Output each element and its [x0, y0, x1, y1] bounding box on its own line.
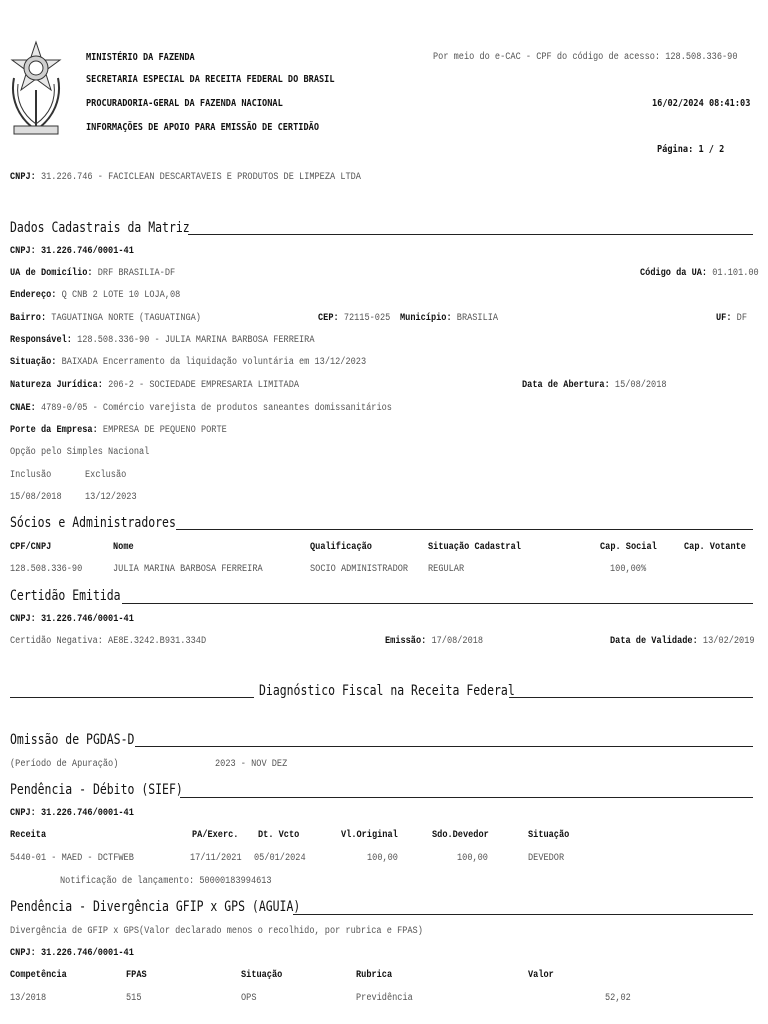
header-informacoes: INFORMAÇÕES DE APOIO PARA EMISSÃO DE CERTIDÃO: [86, 122, 320, 133]
sief-situacao: DEVEDOR: [528, 853, 565, 864]
sief-pa: 17/11/2021: [190, 853, 242, 864]
exclusao-value: 13/12/2023: [85, 492, 137, 503]
socios-header-cpf: CPF/CNPJ: [10, 542, 52, 553]
cnpj-company: CNPJ: 31.226.746 - FACICLEAN DESCARTAVEIS E PRODUTOS DE LIMPEZA LTDA: [10, 172, 361, 183]
certidao-cnpj: CNPJ: 31.226.746/0001-41: [10, 614, 134, 625]
endereco: Endereço: Q CNB 2 LOTE 10 LOJA,08: [10, 290, 181, 301]
socio-qualificacao: SOCIO ADMINISTRADOR: [310, 564, 409, 575]
cnae: CNAE: 4789-0/05 - Comércio varejista de produtos saneantes domissanitários: [10, 403, 392, 414]
socio-situacao: REGULAR: [428, 564, 465, 575]
gfip-cnpj: CNPJ: 31.226.746/0001-41: [10, 948, 134, 959]
responsavel: Responsável: 128.508.336-90 - JULIA MARINA BARBOSA FERREIRA: [10, 335, 315, 346]
sief-header-receita: Receita: [10, 830, 47, 841]
gfip-header-situacao: Situação: [241, 970, 283, 981]
certidao-emissao: Emissão: 17/08/2018: [385, 636, 484, 647]
sief-vl-original: 100,00: [367, 853, 398, 864]
section-rule: [509, 697, 753, 698]
header-procuradoria: PROCURADORIA-GERAL DA FAZENDA NACIONAL: [86, 98, 283, 109]
gfip-header-competencia: Competência: [10, 970, 67, 981]
access-info: Por meio do e-CAC - CPF do código de acesso: 128.508.336-90: [433, 52, 738, 63]
header-ministerio: MINISTÉRIO DA FAZENDA: [86, 52, 195, 63]
section-title-dados: Dados Cadastrais da Matriz: [10, 220, 190, 236]
bairro: Bairro: TAGUATINGA NORTE (TAGUATINGA): [10, 313, 201, 324]
sief-sdo-devedor: 100,00: [457, 853, 488, 864]
situacao: Situação: BAIXADA Encerramento da liquidação voluntária em 13/12/2023: [10, 357, 367, 368]
cep: CEP: 72115-025: [318, 313, 391, 324]
codigo-ua: Código da UA: 01.101.00: [640, 268, 759, 279]
ua-domicilio: UA de Domicílio: DRF BRASILIA-DF: [10, 268, 176, 279]
section-rule: [10, 697, 254, 698]
section-title-socios: Sócios e Administradores: [10, 515, 176, 531]
section-title-gfip: Pendência - Divergência GFIP x GPS (AGUIA): [10, 899, 301, 915]
socio-nome: JULIA MARINA BARBOSA FERREIRA: [113, 564, 263, 575]
section-rule: [293, 914, 753, 915]
inclusao-value: 15/08/2018: [10, 492, 62, 503]
socios-header-cap-social: Cap. Social: [600, 542, 657, 553]
natureza-juridica: Natureza Jurídica: 206-2 - SOCIEDADE EMPRESARIA LIMITADA: [10, 380, 300, 391]
exclusao-header: Exclusão: [85, 470, 127, 481]
socios-header-situacao: Situação Cadastral: [428, 542, 521, 553]
socios-header-qualificacao: Qualificação: [310, 542, 372, 553]
socio-cap-social: 100,00%: [610, 564, 647, 575]
sief-receita: 5440-01 - MAED - DCTFWEB: [10, 853, 134, 864]
section-title-sief: Pendência - Débito (SIEF): [10, 782, 183, 798]
socio-cpf: 128.508.336-90: [10, 564, 83, 575]
section-title-certidao: Certidão Emitida: [10, 588, 121, 604]
sief-cnpj: CNPJ: 31.226.746/0001-41: [10, 808, 134, 819]
certidao-negativa: Certidão Negativa: AE8E.3242.B931.334D: [10, 636, 207, 647]
header-secretaria: SECRETARIA ESPECIAL DA RECEITA FEDERAL DO BRASIL: [86, 74, 335, 85]
socios-header-cap-votante: Cap. Votante: [684, 542, 746, 553]
page-number: Página: 1 / 2: [657, 144, 725, 155]
municipio: Município: BRASILIA: [400, 313, 499, 324]
section-title-pgdas: Omissão de PGDAS-D: [10, 732, 135, 748]
gfip-fpas: 515: [126, 993, 142, 1004]
sief-notificacao: Notificação de lançamento: 50000183994613: [60, 876, 272, 887]
gfip-valor: 52,02: [605, 993, 631, 1004]
sief-header-situacao: Situação: [528, 830, 570, 841]
gfip-header-rubrica: Rubrica: [356, 970, 393, 981]
sief-header-vcto: Dt. Vcto: [258, 830, 300, 841]
pgdas-periodo-label: (Período de Apuração): [10, 759, 119, 770]
section-rule: [176, 529, 753, 530]
section-rule: [135, 746, 753, 747]
sief-header-sdo-devedor: Sdo.Devedor: [432, 830, 489, 841]
sief-vcto: 05/01/2024: [254, 853, 306, 864]
pgdas-periodo-value: 2023 - NOV DEZ: [215, 759, 288, 770]
socios-header-nome: Nome: [113, 542, 134, 553]
section-rule: [122, 603, 753, 604]
sief-header-pa: PA/Exerc.: [192, 830, 239, 841]
gfip-rubrica: Previdência: [356, 993, 413, 1004]
certidao-validade: Data de Validade: 13/02/2019: [610, 636, 755, 647]
section-rule: [188, 234, 753, 235]
section-title-diagnostico: Diagnóstico Fiscal na Receita Federal: [259, 683, 515, 699]
brasao-logo: [8, 38, 64, 142]
gfip-situacao: OPS: [241, 993, 257, 1004]
gfip-competencia: 13/2018: [10, 993, 47, 1004]
data-abertura: Data de Abertura: 15/08/2018: [522, 380, 667, 391]
sief-header-vl-original: Vl.Original: [341, 830, 398, 841]
section-rule: [180, 797, 753, 798]
gfip-descricao: Divergência de GFIP x GPS(Valor declarado menos o recolhido, por rubrica e FPAS): [10, 926, 423, 937]
porte-empresa: Porte da Empresa: EMPRESA DE PEQUENO PORTE: [10, 425, 227, 436]
emission-datetime: 16/02/2024 08:41:03: [652, 98, 751, 109]
uf: UF: DF: [716, 313, 748, 324]
dados-cnpj: CNPJ: 31.226.746/0001-41: [10, 246, 134, 257]
gfip-header-fpas: FPAS: [126, 970, 147, 981]
gfip-header-valor: Valor: [528, 970, 554, 981]
simples-nacional: Opção pelo Simples Nacional: [10, 447, 150, 458]
inclusao-header: Inclusão: [10, 470, 52, 481]
